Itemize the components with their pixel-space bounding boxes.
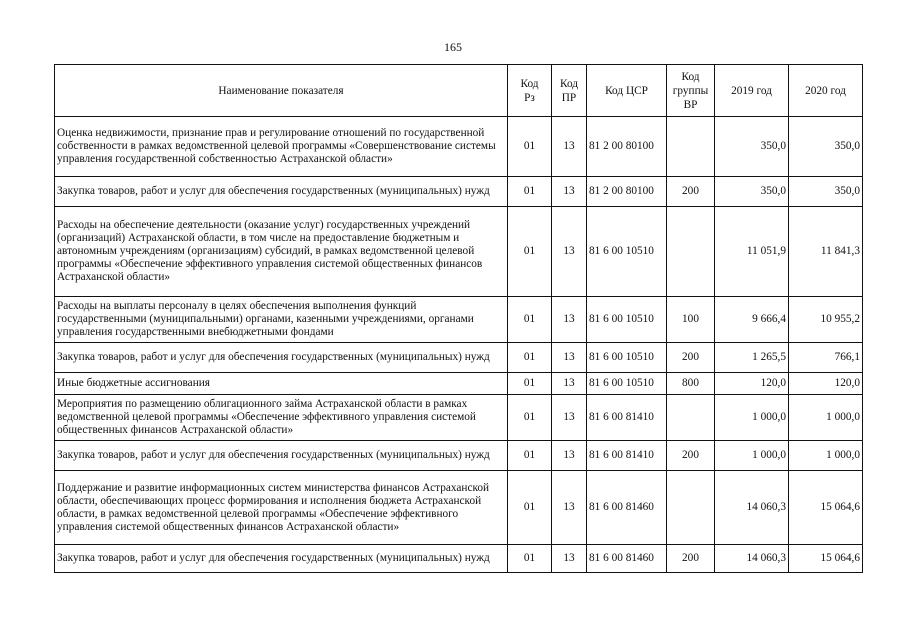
- table-row: [55, 373, 863, 395]
- row-csr: 81 6 00 10510: [587, 207, 667, 297]
- row-vr: 200: [667, 177, 715, 207]
- row-name: Оценка недвижимости, признание прав и регулирование отношений по государственной собственности в рамках ведомственной целевой программы «Совершенствование системы управления государственной собственностью Астраханской области»: [55, 117, 508, 177]
- header-csr: Код ЦСР: [587, 65, 667, 117]
- row-pr: 13: [552, 395, 587, 441]
- header-name: Наименование показателя: [55, 65, 508, 117]
- row-name: Закупка товаров, работ и услуг для обеспечения государственных (муниципальных) нужд: [55, 177, 508, 207]
- row-name: Расходы на выплаты персоналу в целях обеспечения выполнения функций государственными (муниципальными) органами, казенными учреждениями, органами управления государственными внебюджетными фондами: [55, 297, 508, 343]
- row-pr: 13: [552, 471, 587, 545]
- header-2020: 2020 год: [789, 65, 863, 117]
- row-csr: 81 6 00 10510: [587, 297, 667, 343]
- row-csr: 81 6 00 81410: [587, 395, 667, 441]
- row-2019: 350,0: [715, 177, 789, 207]
- header-rz: Код Рз: [508, 65, 552, 117]
- table-row: [55, 395, 863, 441]
- row-2020: 10 955,2: [789, 297, 863, 343]
- row-rz: 01: [508, 207, 552, 297]
- row-vr: [667, 395, 715, 441]
- table-row: [55, 545, 863, 573]
- row-csr: 81 6 00 81410: [587, 441, 667, 471]
- row-2019: 120,0: [715, 373, 789, 395]
- row-name: Закупка товаров, работ и услуг для обеспечения государственных (муниципальных) нужд: [55, 441, 508, 471]
- row-2019: 1 265,5: [715, 343, 789, 373]
- row-name: Мероприятия по размещению облигационного займа Астраханской области в рамках ведомственной целевой программы «Обеспечение эффективного управления системой общественных финансов Астраханской области»: [55, 395, 508, 441]
- row-name: Закупка товаров, работ и услуг для обеспечения государственных (муниципальных) нужд: [55, 343, 508, 373]
- header-vr: Код группы ВР: [667, 65, 715, 117]
- table-row: [55, 471, 863, 545]
- row-2020: 766,1: [789, 343, 863, 373]
- row-rz: 01: [508, 545, 552, 573]
- row-2019: 350,0: [715, 117, 789, 177]
- row-2020: 350,0: [789, 177, 863, 207]
- row-vr: 100: [667, 297, 715, 343]
- row-csr: 81 6 00 81460: [587, 545, 667, 573]
- row-rz: 01: [508, 471, 552, 545]
- row-rz: 01: [508, 441, 552, 471]
- row-2019: 1 000,0: [715, 441, 789, 471]
- row-name: Иные бюджетные ассигнования: [55, 373, 508, 395]
- row-name: Закупка товаров, работ и услуг для обеспечения государственных (муниципальных) нужд: [55, 545, 508, 573]
- row-csr: 81 6 00 10510: [587, 343, 667, 373]
- row-pr: 13: [552, 373, 587, 395]
- row-rz: 01: [508, 373, 552, 395]
- row-2020: 1 000,0: [789, 395, 863, 441]
- row-rz: 01: [508, 297, 552, 343]
- row-csr: 81 2 00 80100: [587, 177, 667, 207]
- row-csr: 81 2 00 80100: [587, 117, 667, 177]
- header-pr: Код ПР: [552, 65, 587, 117]
- row-rz: 01: [508, 177, 552, 207]
- row-vr: [667, 117, 715, 177]
- row-vr: 800: [667, 373, 715, 395]
- row-vr: [667, 471, 715, 545]
- row-pr: 13: [552, 117, 587, 177]
- row-pr: 13: [552, 177, 587, 207]
- table-row: [55, 207, 863, 297]
- row-2019: 14 060,3: [715, 545, 789, 573]
- table-row: [55, 441, 863, 471]
- row-csr: 81 6 00 10510: [587, 373, 667, 395]
- row-2020: 120,0: [789, 373, 863, 395]
- row-name: Поддержание и развитие информационных систем министерства финансов Астраханской области, обеспечивающих процесс формирования и исполнения бюджета Астраханской области, в рамках ведомственной целевой программы «Обеспечение эффективного управления системой общественных финансов Астраханской области»: [55, 471, 508, 545]
- row-2019: 14 060,3: [715, 471, 789, 545]
- budget-table: [54, 64, 863, 573]
- row-2020: 1 000,0: [789, 441, 863, 471]
- table-header-row: [55, 65, 863, 117]
- row-pr: 13: [552, 343, 587, 373]
- row-vr: 200: [667, 343, 715, 373]
- row-pr: 13: [552, 545, 587, 573]
- row-rz: 01: [508, 343, 552, 373]
- table-row: [55, 117, 863, 177]
- row-csr: 81 6 00 81460: [587, 471, 667, 545]
- table-row: [55, 297, 863, 343]
- row-name: Расходы на обеспечение деятельности (оказание услуг) государственных учреждений (организаций) Астраханской области, в том числе на предоставление бюджетным и автономным учреждениям (организациям) субсидий, в рамках ведомственной целевой программы «Обеспечение эффективного управления системой общественных финансов Астраханской области»: [55, 207, 508, 297]
- row-rz: 01: [508, 395, 552, 441]
- row-2019: 11 051,9: [715, 207, 789, 297]
- row-vr: [667, 207, 715, 297]
- row-vr: 200: [667, 441, 715, 471]
- row-2019: 9 666,4: [715, 297, 789, 343]
- page-number: 165: [444, 40, 462, 54]
- table-row: [55, 177, 863, 207]
- row-2020: 15 064,6: [789, 471, 863, 545]
- row-2019: 1 000,0: [715, 395, 789, 441]
- row-rz: 01: [508, 117, 552, 177]
- row-pr: 13: [552, 441, 587, 471]
- row-pr: 13: [552, 207, 587, 297]
- header-2019: 2019 год: [715, 65, 789, 117]
- row-vr: 200: [667, 545, 715, 573]
- row-pr: 13: [552, 297, 587, 343]
- table-row: [55, 343, 863, 373]
- row-2020: 15 064,6: [789, 545, 863, 573]
- row-2020: 350,0: [789, 117, 863, 177]
- row-2020: 11 841,3: [789, 207, 863, 297]
